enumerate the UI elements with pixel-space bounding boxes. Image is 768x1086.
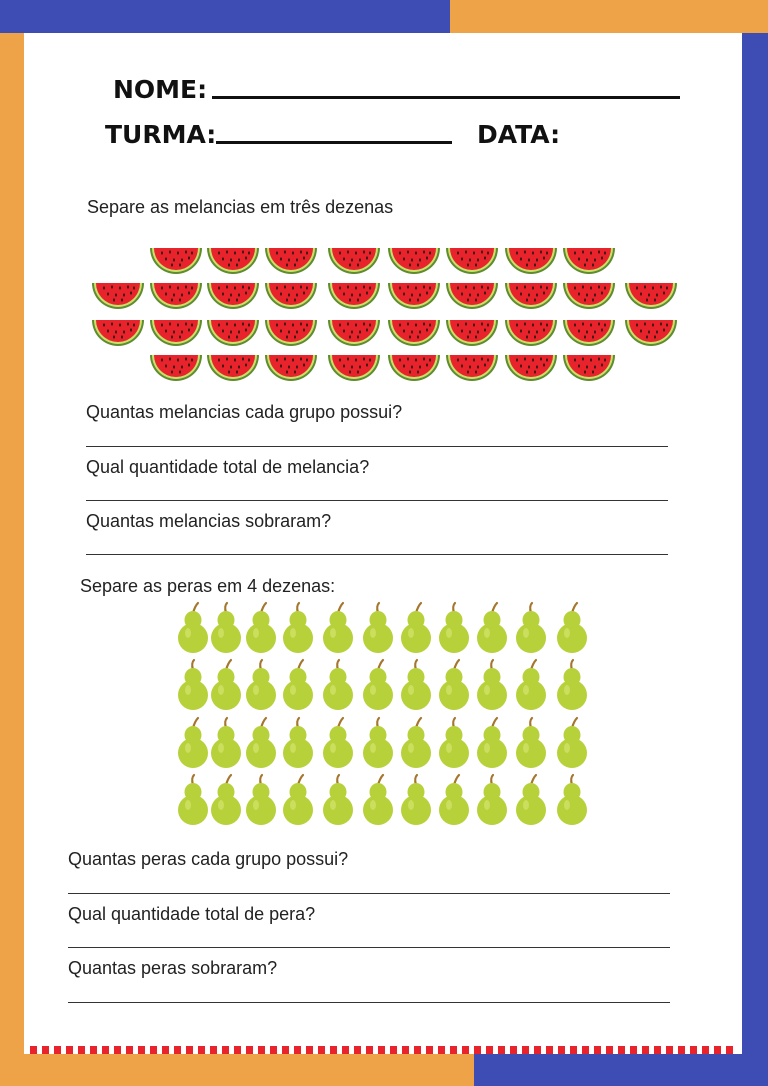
pear-question-1: Quantas peras cada grupo possui? xyxy=(68,849,349,869)
pear-icon xyxy=(363,603,393,653)
pear-icon xyxy=(178,660,208,710)
pear-icon xyxy=(323,603,353,653)
pear-icon xyxy=(246,603,276,653)
pear-answer-line-2[interactable] xyxy=(68,947,670,948)
melon-question-2: Qual quantidade total de melancia? xyxy=(86,457,370,477)
pear-icon xyxy=(557,775,587,825)
pear-icon xyxy=(557,660,587,710)
pear-icon xyxy=(439,775,469,825)
pear-icon xyxy=(211,718,241,768)
class-label: TURMA: xyxy=(105,120,217,149)
pear-icon xyxy=(246,660,276,710)
melon-instruction: Separe as melancias em três dezenas xyxy=(87,197,394,217)
pear-answer-line-1[interactable] xyxy=(68,893,670,894)
pear-question-3: Quantas peras sobraram? xyxy=(68,958,278,978)
pear-icon xyxy=(516,718,546,768)
pear-answer-line-3[interactable] xyxy=(68,1002,670,1003)
melon-question-3: Quantas melancias sobraram? xyxy=(86,511,332,531)
pear-icon xyxy=(477,775,507,825)
pear-icon xyxy=(246,718,276,768)
pear-icon xyxy=(178,775,208,825)
pear-icon xyxy=(211,775,241,825)
pear-icon xyxy=(477,660,507,710)
pear-icon xyxy=(211,660,241,710)
pear-icon xyxy=(477,718,507,768)
pear-icon xyxy=(477,603,507,653)
pear-icon xyxy=(439,718,469,768)
pear-instruction: Separe as peras em 4 dezenas: xyxy=(80,576,336,596)
pear-icon xyxy=(323,660,353,710)
pear-icon xyxy=(516,775,546,825)
pear-icon xyxy=(516,603,546,653)
pear-icon xyxy=(283,660,313,710)
pear-icon xyxy=(363,660,393,710)
pear-icon xyxy=(363,775,393,825)
pear-icon xyxy=(401,775,431,825)
pear-icon xyxy=(363,718,393,768)
pear-icon xyxy=(401,718,431,768)
pear-icon xyxy=(323,718,353,768)
date-label: DATA: xyxy=(477,120,561,149)
pear-icon xyxy=(283,718,313,768)
pear-icon xyxy=(323,775,353,825)
pear-icon xyxy=(246,775,276,825)
name-label: NOME: xyxy=(113,75,208,104)
pear-icon xyxy=(439,660,469,710)
melon-question-1: Quantas melancias cada grupo possui? xyxy=(86,402,403,422)
pear-icon xyxy=(401,603,431,653)
pear-icon xyxy=(557,603,587,653)
pear-icon xyxy=(557,718,587,768)
pear-icon xyxy=(211,603,241,653)
pear-icon xyxy=(401,660,431,710)
pear-icon xyxy=(283,603,313,653)
pear-icon xyxy=(439,603,469,653)
pear-question-2: Qual quantidade total de pera? xyxy=(68,904,316,924)
pear-icon xyxy=(283,775,313,825)
pear-icon xyxy=(178,603,208,653)
pear-icon xyxy=(178,718,208,768)
pear-icon xyxy=(516,660,546,710)
